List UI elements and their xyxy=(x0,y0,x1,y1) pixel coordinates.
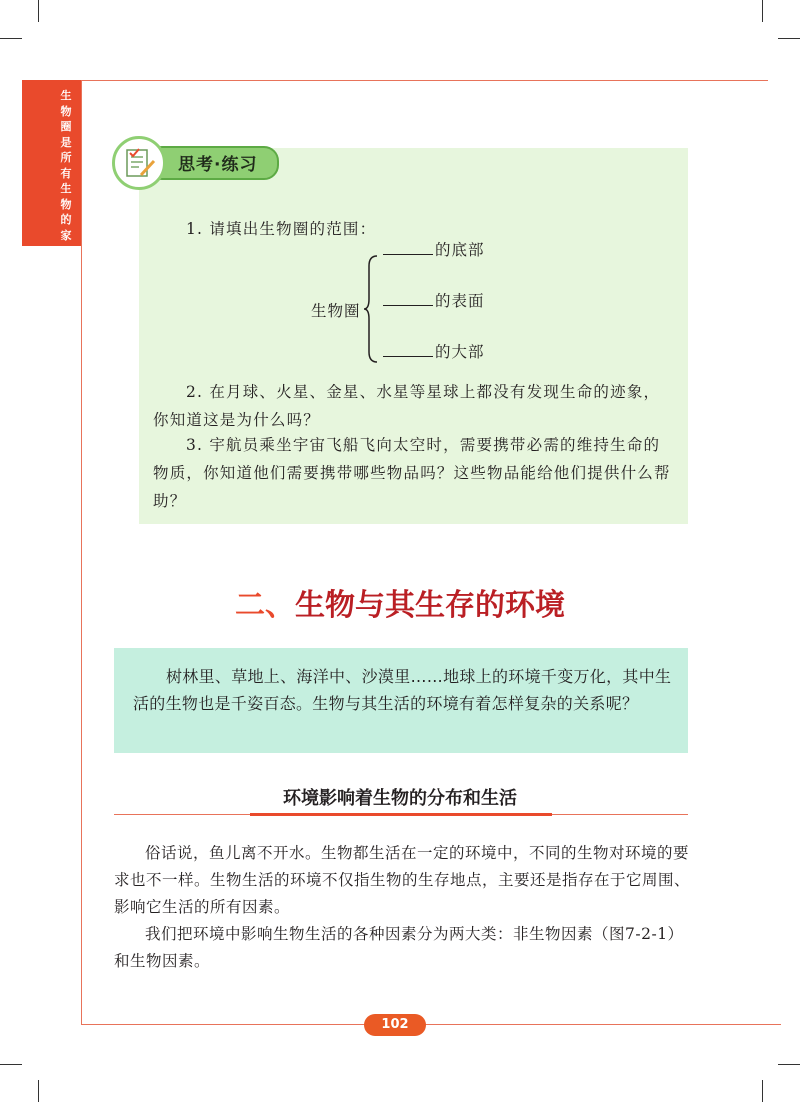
section-title xyxy=(0,580,800,624)
crop-mark xyxy=(778,38,800,39)
crop-mark xyxy=(38,0,39,22)
body-paragraph: 我们把环境中影响生物生活的各种因素分为两大类：非生物因素（图7-2-1）和生物因素。 xyxy=(114,925,684,970)
left-rule xyxy=(81,80,82,1024)
exercise-header xyxy=(112,136,282,186)
crop-mark xyxy=(778,1064,800,1065)
bottom-rule xyxy=(81,1024,781,1025)
fill-blank-line[interactable] xyxy=(383,292,433,306)
top-rule xyxy=(22,80,768,81)
biosphere-range-item: 的表面 xyxy=(435,292,485,310)
biosphere-range-item: 的底部 xyxy=(435,241,485,259)
body-paragraph: 俗话说，鱼儿离不开水。生物都生活在一定的环境中，不同的生物对环境的要求也不一样。生物生活的环境不仅指生物的生存地点，主要还是指存在于它周围、影响它生活的所有因素。 xyxy=(114,844,691,916)
question-1: 1. 请填出生物圈的范围： xyxy=(186,220,377,238)
crop-mark xyxy=(0,1064,22,1065)
crop-mark xyxy=(762,1080,763,1102)
fill-blank-line[interactable] xyxy=(383,241,433,255)
page-number: 102 xyxy=(364,1014,426,1036)
exercise-title: 思考·练习 xyxy=(178,155,258,175)
biosphere-range-row xyxy=(383,238,485,260)
subheading: 环境影响着生物的分布和生活 xyxy=(283,788,517,809)
biosphere-label: 生物圈 xyxy=(311,302,361,320)
biosphere-range-row xyxy=(383,289,485,311)
notebook-pencil-icon xyxy=(112,136,166,190)
section-number: 二、 xyxy=(235,588,295,623)
intro-text: 树林里、草地上、海洋中、沙漠里……地球上的环境千变万化，其中生活的生物也是千姿百态。生物与其生活的环境有着怎样复杂的关系呢？ xyxy=(133,667,672,713)
subheading-underline xyxy=(250,813,552,816)
question-2: 2. 在月球、火星、金星、水星等星球上都没有发现生命的迹象，你知道这是为什么吗？ xyxy=(153,383,661,429)
crop-mark xyxy=(762,0,763,22)
question-3: 3. 宇航员乘坐宇宙飞船飞向太空时，需要携带必需的维持生命的物质，你知道他们需要携带哪些物品吗？这些物品能给他们提供什么帮助？ xyxy=(153,436,671,510)
crop-mark xyxy=(0,38,22,39)
biosphere-range-item: 的大部 xyxy=(435,343,485,361)
crop-mark xyxy=(38,1080,39,1102)
section-title-text: 生物与其生存的环境 xyxy=(295,588,565,623)
fill-blank-line[interactable] xyxy=(383,343,433,357)
curly-brace xyxy=(363,254,379,364)
biosphere-range-row xyxy=(383,340,485,362)
chapter-side-tab-text: 生物圈是所有生物的家 xyxy=(60,89,72,242)
